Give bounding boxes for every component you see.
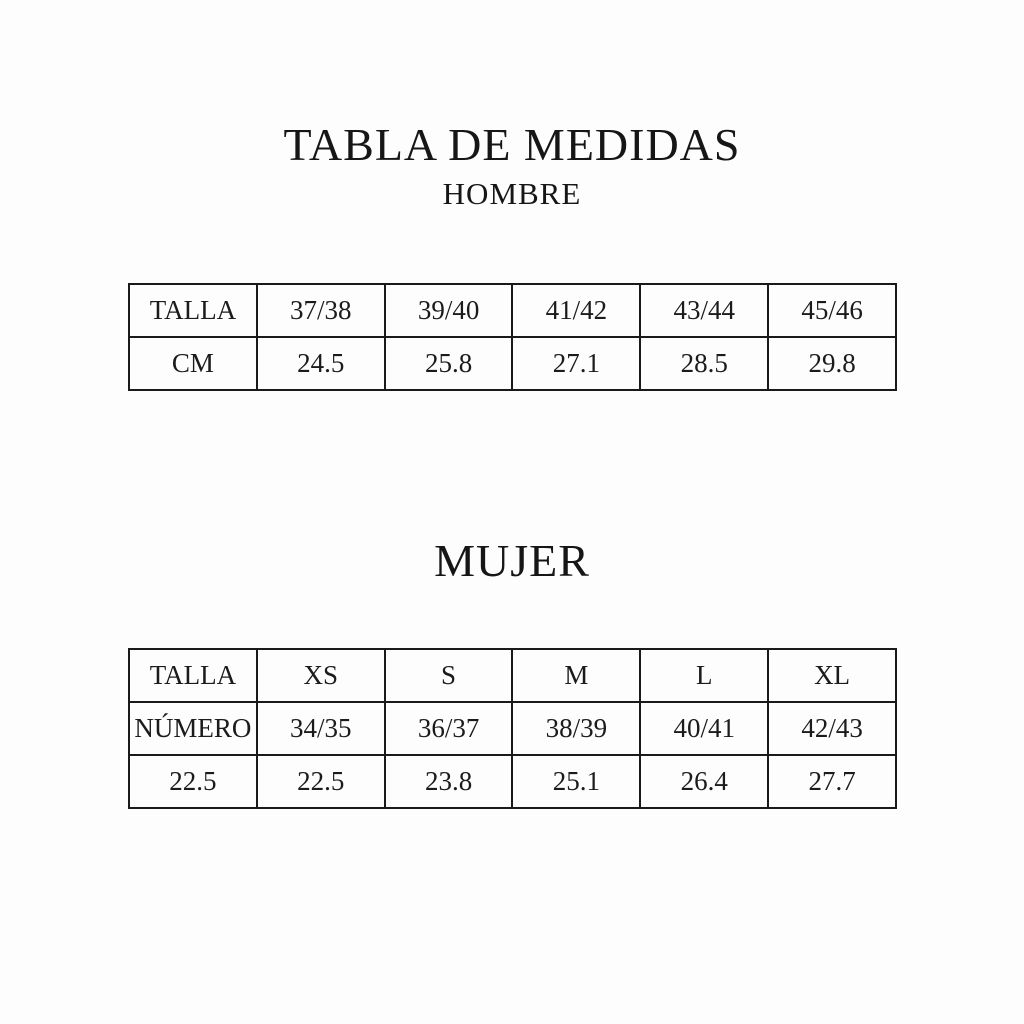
table-cell: 26.4 [640, 755, 768, 808]
table-cell: S [385, 649, 513, 702]
table-cell: 27.7 [768, 755, 896, 808]
section-heading-hombre: HOMBRE [442, 176, 582, 211]
table-cell: 25.1 [512, 755, 640, 808]
table-cell: 25.8 [385, 337, 513, 390]
table-cell: 39/40 [385, 284, 513, 337]
table-cell: M [512, 649, 640, 702]
table-cell: 27.1 [512, 337, 640, 390]
table-row [129, 649, 896, 702]
table-cell: 41/42 [512, 284, 640, 337]
table-cell: TALLA [129, 649, 257, 702]
table-cell: 36/37 [385, 702, 513, 755]
table-cell: 23.8 [385, 755, 513, 808]
table-cell: 28.5 [640, 337, 768, 390]
table-row [129, 284, 896, 337]
table-row [129, 755, 896, 808]
table-cell: 37/38 [257, 284, 385, 337]
table-row [129, 337, 896, 390]
table-cell: 34/35 [257, 702, 385, 755]
table-cell: 29.8 [768, 337, 896, 390]
table-cell: 22.5 [129, 755, 257, 808]
table-cell: 40/41 [640, 702, 768, 755]
table-cell: L [640, 649, 768, 702]
size-table-mujer [128, 648, 897, 809]
size-table-hombre-body [129, 284, 896, 390]
table-cell: 43/44 [640, 284, 768, 337]
table-cell: 24.5 [257, 337, 385, 390]
table-cell: 22.5 [257, 755, 385, 808]
table-cell: 42/43 [768, 702, 896, 755]
table-cell: 45/46 [768, 284, 896, 337]
table-row [129, 702, 896, 755]
page-title: TABLA DE MEDIDAS [283, 119, 741, 170]
table-cell: 38/39 [512, 702, 640, 755]
section-heading-mujer: MUJER [434, 535, 590, 586]
size-table-mujer-body [129, 649, 896, 808]
table-cell: NÚMERO [129, 702, 257, 755]
table-cell: CM [129, 337, 257, 390]
size-table-hombre [128, 283, 897, 391]
table-cell: TALLA [129, 284, 257, 337]
table-cell: XS [257, 649, 385, 702]
table-cell: XL [768, 649, 896, 702]
